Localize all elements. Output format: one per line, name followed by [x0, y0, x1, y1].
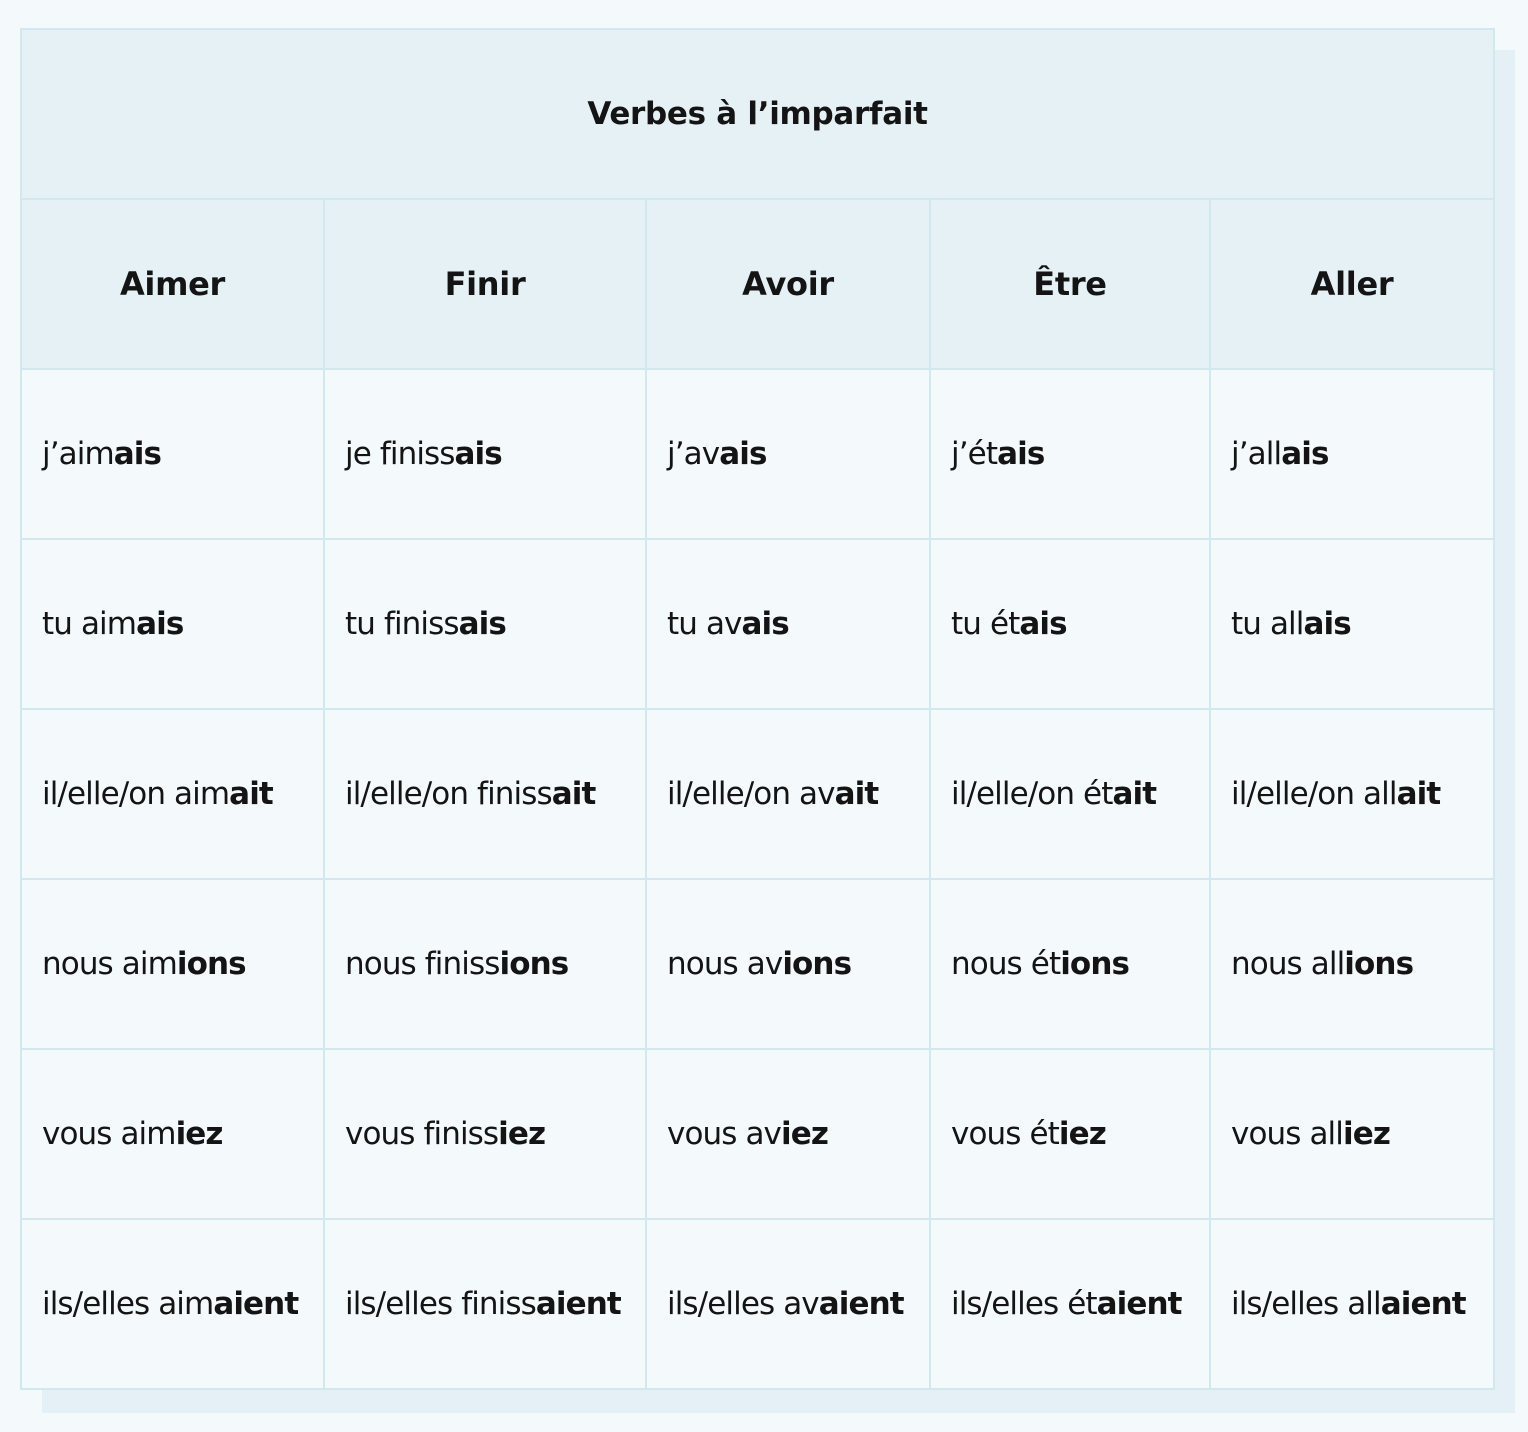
verb-ending: aient [1096, 1286, 1182, 1322]
verb-ending: ions [499, 946, 569, 982]
verb-ending: ais [454, 436, 502, 472]
verb-stem: il/elle/on aim [42, 776, 230, 812]
verb-stem: vous finiss [345, 1116, 499, 1152]
verb-stem: j’ét [951, 436, 998, 472]
verb-stem: ils/elles finiss [345, 1286, 536, 1322]
verb-ending: ais [1303, 606, 1351, 642]
conjugation-cell [324, 369, 646, 539]
title-row [21, 29, 1494, 199]
verb-ending: iez [175, 1116, 223, 1152]
verb-ending: ais [136, 606, 184, 642]
conjugation-cell [646, 1219, 930, 1389]
verb-ending: ions [1344, 946, 1414, 982]
table-row [21, 709, 1494, 879]
verb-stem: vous av [667, 1116, 782, 1152]
verb-stem: ils/elles aim [42, 1286, 214, 1322]
conjugation-cell [930, 1049, 1210, 1219]
verb-stem: je finiss [345, 436, 455, 472]
verb-stem: tu aim [42, 606, 137, 642]
verb-ending: ions [1060, 946, 1130, 982]
conjugation-cell [324, 1049, 646, 1219]
table-row [21, 369, 1494, 539]
conjugation-cell [646, 1049, 930, 1219]
verb-ending: aient [818, 1286, 904, 1322]
verb-ending: ait [1396, 776, 1441, 812]
verb-ending: ait [229, 776, 273, 812]
conjugation-cell [646, 879, 930, 1049]
verb-stem: tu finiss [345, 606, 459, 642]
verb-ending: iez [498, 1116, 546, 1152]
verb-stem: il/elle/on all [1231, 776, 1397, 812]
verb-stem: il/elle/on finiss [345, 776, 552, 812]
conjugation-cell [21, 1219, 324, 1389]
conjugation-cell [324, 539, 646, 709]
verb-stem: tu av [667, 606, 742, 642]
table-row [21, 879, 1494, 1049]
verb-ending: ait [551, 776, 596, 812]
verb-ending: iez [781, 1116, 829, 1152]
verb-stem: j’aim [42, 436, 114, 472]
verb-ending: iez [1058, 1116, 1106, 1152]
conjugation-cell [324, 879, 646, 1049]
conjugation-cell [21, 709, 324, 879]
verb-stem: vous all [1231, 1116, 1343, 1152]
verb-ending: ais [113, 436, 162, 472]
conjugation-cell [930, 879, 1210, 1049]
conjugation-cell [21, 539, 324, 709]
verb-ending: ait [1112, 776, 1157, 812]
conjugation-cell [1210, 539, 1494, 709]
verb-ending: iez [1343, 1116, 1390, 1152]
column-header-avoir: Avoir [646, 199, 930, 369]
conjugation-cell [324, 1219, 646, 1389]
column-header-etre: Être [930, 199, 1210, 369]
verb-ending: aient [213, 1286, 299, 1322]
conjugation-cell [21, 879, 324, 1049]
conjugation-cell [1210, 1219, 1494, 1389]
verb-stem: ils/elles all [1231, 1286, 1381, 1322]
verb-stem: j’av [667, 436, 720, 472]
table-row [21, 1219, 1494, 1389]
column-header-aller: Aller [1210, 199, 1494, 369]
conjugation-cell [646, 709, 930, 879]
conjugation-cell [930, 709, 1210, 879]
verb-ending: aient [535, 1286, 621, 1322]
table-row [21, 539, 1494, 709]
conjugation-cell [1210, 369, 1494, 539]
verb-stem: ils/elles ét [951, 1286, 1097, 1322]
verb-ending: ions [782, 946, 852, 982]
column-header-finir: Finir [324, 199, 646, 369]
verb-stem: nous aim [42, 946, 177, 982]
verb-stem: tu ét [951, 606, 1020, 642]
verb-stem: tu all [1231, 606, 1304, 642]
verb-stem: ils/elles av [667, 1286, 819, 1322]
verb-stem: nous all [1231, 946, 1345, 982]
conjugation-cell [1210, 879, 1494, 1049]
conjugation-cell [646, 539, 930, 709]
table-title: Verbes à l’imparfait [21, 29, 1494, 199]
verb-ending: ais [458, 606, 506, 642]
verb-ending: ait [834, 776, 879, 812]
conjugation-cell [1210, 709, 1494, 879]
conjugation-cell [21, 369, 324, 539]
verb-stem: vous aim [42, 1116, 176, 1152]
conjugation-cell [646, 369, 930, 539]
column-header-aimer: Aimer [21, 199, 324, 369]
verb-stem: il/elle/on av [667, 776, 835, 812]
conjugation-cell [930, 1219, 1210, 1389]
conjugation-cell [1210, 1049, 1494, 1219]
conjugation-cell [324, 709, 646, 879]
verb-ending: ais [741, 606, 789, 642]
conjugation-body [21, 369, 1494, 1389]
verb-stem: nous av [667, 946, 783, 982]
header-row [21, 199, 1494, 369]
verb-stem: j’all [1231, 436, 1282, 472]
verb-stem: vous ét [951, 1116, 1059, 1152]
table-row [21, 1049, 1494, 1219]
conjugation-cell [930, 539, 1210, 709]
conjugation-cell [930, 369, 1210, 539]
verb-ending: ais [719, 436, 767, 472]
verb-stem: il/elle/on ét [951, 776, 1113, 812]
verb-ending: ais [1019, 606, 1067, 642]
verb-ending: ais [997, 436, 1045, 472]
verb-ending: aient [1380, 1286, 1466, 1322]
verb-stem: nous finiss [345, 946, 500, 982]
conjugation-table [20, 28, 1495, 1390]
verb-stem: nous ét [951, 946, 1061, 982]
conjugation-cell [21, 1049, 324, 1219]
verb-ending: ais [1281, 436, 1329, 472]
verb-ending: ions [176, 946, 246, 982]
